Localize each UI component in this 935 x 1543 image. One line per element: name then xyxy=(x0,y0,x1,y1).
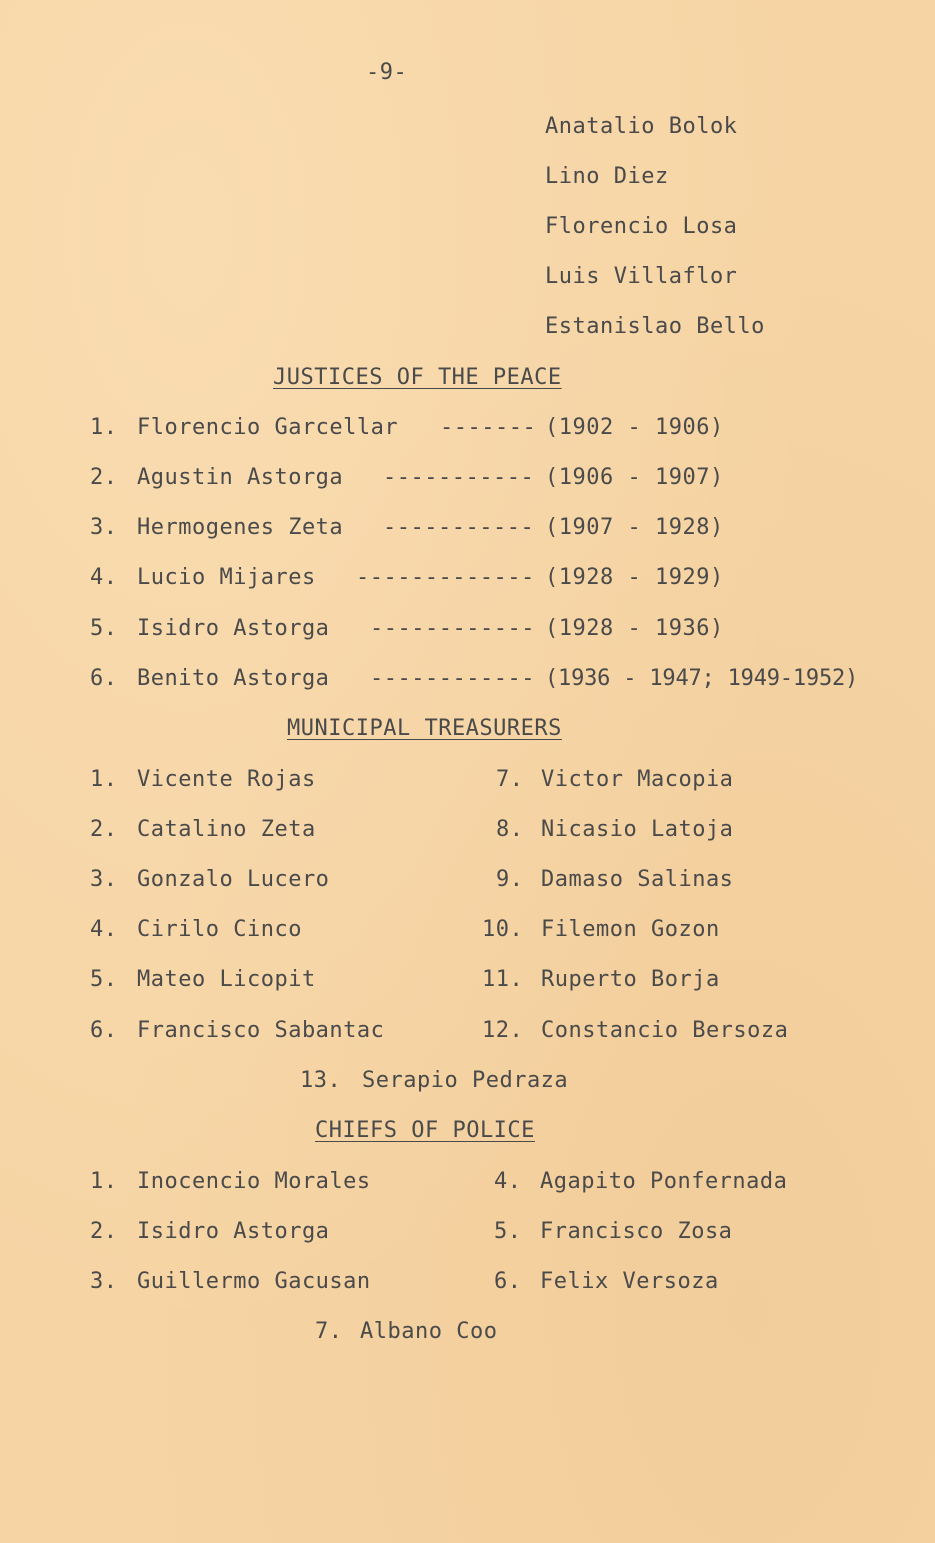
treasurer-name: Nicasio Latoja xyxy=(541,817,734,842)
police-heading: CHIEFS OF POLICE xyxy=(315,1118,535,1143)
dash-leader: ----------- xyxy=(383,515,535,540)
dash-leader: ------- xyxy=(440,415,537,440)
police-chief-name: Guillermo Gacusan xyxy=(137,1269,371,1294)
justices-heading: JUSTICES OF THE PEACE xyxy=(273,365,562,390)
councilor-name: Estanislao Bello xyxy=(545,314,765,339)
term-years: (1907 - 1928) xyxy=(545,515,724,540)
treasurers-heading: MUNICIPAL TREASURERS xyxy=(287,716,562,741)
treasurer-name: Vicente Rojas xyxy=(137,767,316,792)
item-number: 3. xyxy=(90,515,118,540)
item-number: 7. xyxy=(315,1319,343,1344)
treasurer-name: Catalino Zeta xyxy=(137,817,316,842)
dash-leader: ------------- xyxy=(356,565,535,590)
police-chief-name: Inocencio Morales xyxy=(137,1169,371,1194)
treasurer-name: Damaso Salinas xyxy=(541,867,734,892)
justice-name: Isidro Astorga xyxy=(137,616,330,641)
justice-name: Benito Astorga xyxy=(137,666,330,691)
term-years: (1902 - 1906) xyxy=(545,415,724,440)
term-years: (1928 - 1929) xyxy=(545,565,724,590)
treasurer-name: Serapio Pedraza xyxy=(362,1068,569,1093)
dash-leader: ------------ xyxy=(370,616,535,641)
treasurer-name: Cirilo Cinco xyxy=(137,917,302,942)
item-number: 6. xyxy=(90,1018,118,1043)
item-number: 1. xyxy=(90,767,118,792)
dash-leader: ----------- xyxy=(383,465,535,490)
item-number: 1. xyxy=(90,415,118,440)
item-number: 7. xyxy=(496,767,524,792)
treasurer-name: Mateo Licopit xyxy=(137,967,316,992)
treasurer-name: Gonzalo Lucero xyxy=(137,867,330,892)
councilor-name: Anatalio Bolok xyxy=(545,114,738,139)
term-years: (1906 - 1907) xyxy=(545,465,724,490)
item-number: 13. xyxy=(300,1068,342,1093)
justice-name: Hermogenes Zeta xyxy=(137,515,344,540)
item-number: 11. xyxy=(482,967,524,992)
justice-name: Agustin Astorga xyxy=(137,465,344,490)
dash-leader: ------------ xyxy=(370,666,535,691)
councilor-name: Luis Villaflor xyxy=(545,264,738,289)
term-years: (1928 - 1936) xyxy=(545,616,724,641)
treasurer-name: Constancio Bersoza xyxy=(541,1018,789,1043)
councilor-name: Lino Diez xyxy=(545,164,669,189)
item-number: 1. xyxy=(90,1169,118,1194)
page-number: -9- xyxy=(366,60,408,85)
police-chief-name: Isidro Astorga xyxy=(137,1219,330,1244)
item-number: 2. xyxy=(90,1219,118,1244)
item-number: 5. xyxy=(494,1219,522,1244)
item-number: 5. xyxy=(90,616,118,641)
item-number: 6. xyxy=(494,1269,522,1294)
treasurer-name: Francisco Sabantac xyxy=(137,1018,385,1043)
item-number: 3. xyxy=(90,1269,118,1294)
item-number: 10. xyxy=(482,917,524,942)
item-number: 4. xyxy=(494,1169,522,1194)
item-number: 12. xyxy=(482,1018,524,1043)
police-chief-name: Albano Coo xyxy=(360,1319,498,1344)
item-number: 2. xyxy=(90,465,118,490)
item-number: 6. xyxy=(90,666,118,691)
term-years: (1936 - 1947; 1949-1952) xyxy=(545,666,859,691)
justice-name: Florencio Garcellar xyxy=(137,415,399,440)
item-number: 8. xyxy=(496,817,524,842)
item-number: 3. xyxy=(90,867,118,892)
treasurer-name: Ruperto Borja xyxy=(541,967,720,992)
justice-name: Lucio Mijares xyxy=(137,565,316,590)
police-chief-name: Felix Versoza xyxy=(540,1269,719,1294)
police-chief-name: Agapito Ponfernada xyxy=(540,1169,788,1194)
item-number: 4. xyxy=(90,565,118,590)
item-number: 4. xyxy=(90,917,118,942)
item-number: 5. xyxy=(90,967,118,992)
treasurer-name: Victor Macopia xyxy=(541,767,734,792)
treasurer-name: Filemon Gozon xyxy=(541,917,720,942)
councilor-name: Florencio Losa xyxy=(545,214,738,239)
item-number: 9. xyxy=(496,867,524,892)
item-number: 2. xyxy=(90,817,118,842)
police-chief-name: Francisco Zosa xyxy=(540,1219,733,1244)
